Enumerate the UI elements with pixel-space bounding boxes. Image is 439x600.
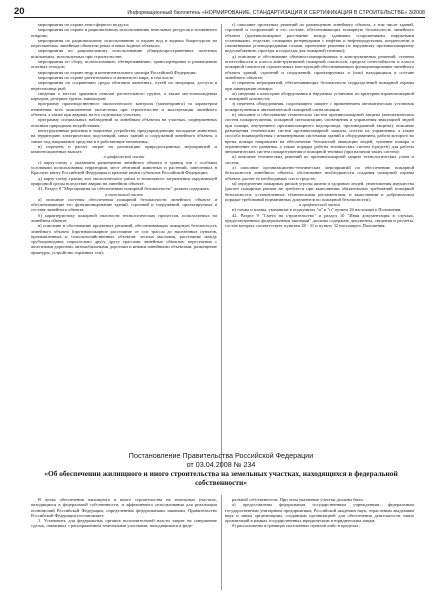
- column-divider: [221, 24, 222, 468]
- paragraph: мероприятия по охране недр и континентального шельфа Российской Федерации;: [38, 69, 197, 75]
- paragraph: мероприятия по охране атмосферного воздуха;: [38, 22, 129, 27]
- paragraph: з) перечень оборудования, подлежащего защите с применением автоматических установок пожаротушения и автоматической пожарной сигнализации;: [225, 101, 414, 112]
- paragraph: в графической части: [299, 202, 340, 208]
- resolution-title: Постановление Правительства Российской Федерации: [128, 451, 314, 460]
- paragraph: к) описание технических решений по противопожарной защите технологических узлов и систем;: [225, 154, 414, 165]
- paragraph: ж) сведения о категории оборудования и наружных установок по критерию взрывопожарной и пожарной опасности;: [225, 90, 414, 102]
- paragraph: б) характеристику пожарной опасности технологических процессов, используемых на линейном объекте;: [31, 212, 217, 223]
- paragraph: 41. Раздел 8 "Мероприятия по обеспечению пожарной безопасности" должен содержать:: [38, 186, 211, 192]
- paragraph: мероприятия по сбору, использованию, обезвреживанию, транспортировке и размещению опасных отходов;: [31, 59, 217, 70]
- paragraph: 42. Раздел 9 "Смета на строительство" и раздел 10 "Иная документация в случаях, предусмотренных федеральными законами" должны содержать документы, сведения и расчеты, состав которых соответствует пунктам 28 - 31 и пункту 32 настоящего Положения.: [225, 212, 414, 229]
- paragraph: г) описание проектных решений по размещению линейного объекта, а том числе зданий, строений и сооружений в его составе, обеспечивающих пожарную безопасность линейного объекта (противопожарное расстояние между зданиями, сооружениями, наружными установками, отдельно стоящими резервуарами с нефтью и нефтепродуктами, конденсатом и сжиженными углеводородными газами, проектные решения по наружному противопожарному водоснабжению, проезды и подъезды для пожарной техники);: [225, 22, 414, 54]
- paragraph: в графической части: [103, 154, 145, 160]
- paragraph: д) описание и обоснование объемно-планировочных и конструктивных решений, степени огнестойкости и класса конструктивной пожарной опасности, предела огнестойкости и класса пожарной опасности строительных конструкций обеспечивающих функционирование линейного объекта зданий, строений и сооружений, проектируемых и (или) находящихся в составе линейного объекта;: [225, 53, 414, 80]
- paragraph: д) карту-схему границ зон экологического риска и возможного загрязнения окружающей природной среды вследствие аварии на линейном объекте.: [31, 175, 217, 186]
- paragraph: программу производственного экологического контроля (мониторинга) за характером изменения всех компонентов экосистемы при строительстве и эксплуатации линейного объекта, а также при авариях на его отдельных участках;: [31, 101, 217, 118]
- bulletin-title: Информационный бюллетень «НОРМИРОВАНИЕ, СТАНДАРТИЗАЦИЯ И СЕРТИФИКАЦИЯ В СТРОИТЕЛЬСТВЕ» 3/2008: [127, 10, 425, 16]
- paragraph: мероприятия по рациональному использованию и охране вод и водных биоресурсов на пересекаемых линейным объектом реках и иных водных объектах;: [31, 37, 217, 49]
- lower-left-column: [31, 497, 217, 593]
- upper-right-column: [225, 22, 414, 471]
- paragraph: мероприятия по охране и рациональному использованию земельных ресурсов и почвенного покрова;: [31, 27, 217, 38]
- paragraph: л) описание организационно-технических мероприятий по обеспечению пожарной безопасности линейного объекта, обоснование необходимости создания пожарной охраны объекта, расчет ее необходимых сил и средств;: [225, 165, 414, 181]
- paragraph: 1. Установить для федеральных органов исполнительной власти запрет на совершение сделок, связанных с распоряжением земельными участками, находящимися в феде-: [31, 518, 217, 529]
- paragraph: и) описание и обоснование технических систем противопожарной защиты (автоматических систем пожаротушения, пожарной сигнализации, оповещения и управления эвакуацией людей при пожаре, внутреннего противопожарного водопровода, противодымной защиты), описание размещения технических систем противопожарной защиты, систем их управления, а также способа взаимодействия с инженерными системами зданий и оборудованием, работа которого во время пожара направлена на обеспечение безопасной эвакуации людей, тушение пожара и ограничение его развития, а также порядка работы технических систем (средств) для работы автоматических систем пожаротушения и пожарной техники (при наличии таких систем);: [225, 112, 414, 155]
- resolution-heading: [36, 452, 406, 487]
- paragraph: сведения о местах хранения отвалов растительного грунта, а также местонахождении карьеров, резервов грунта, кавальеров;: [31, 90, 217, 102]
- paragraph: а) предоставлены федеральным государственным учреждениям, федеральным государственным унитарным предприятиям, Российской академии наук, отраслевым академиям наук и иным организациям, созданным организацией для обеспечения деятельности таких организаций в рамках государственных юридическим и юридическим лицам;: [225, 502, 414, 524]
- paragraph: конструктивные решения и защитные устройства, предупреждающие попадание животных на территорию электрических подстанций, иных зданий и сооружений линейного объекта, а также под напряжение средства и в работающие механизмы;: [31, 127, 217, 144]
- resolution-subtitle: «Об обеспечении жилищного и иного строительства на земельных участках, находящихся в федеральной собственности»: [44, 469, 398, 487]
- page-number: 20: [14, 6, 25, 17]
- paragraph: н) схемы и планы, указанные в подпунктах "и" и "п" пункта 26 настоящего Положения.: [232, 207, 402, 213]
- paragraph: мероприятия по охране растительного и животного мира, в том числе:: [38, 74, 175, 80]
- resolution-date: от 03.04.2008 № 234: [186, 459, 256, 469]
- paragraph: г) карту-схему с указанием размещения линейного объекта и границ зон с особыми условиями использования территории, мест обитаний животных и растений, занесенных в Красную книгу Российской Федерации и красные книги субъектов Российской Федерации;: [31, 159, 217, 176]
- paragraph: а) описание системы обеспечения пожарной безопасности линейного объекта и обеспечивающих его функционирование зданий, строений и сооружений, проектируемых в составе линейного объекта;: [31, 196, 217, 213]
- paragraph: м) определение пожарных рисков угрозы жизни и здоровью людей, уничтожения имущества (расчет пожарных рисков не требуется при выполнении обязательных требований пожарной безопасности, установленных техническими регламентами, и выполнении в добровольном порядке требований нормативных документов по пожарной безопасности);: [225, 180, 414, 202]
- lower-right-column: [225, 497, 414, 593]
- paragraph: б) расположены в границах населенных пунктов либо в пределах:: [232, 523, 360, 529]
- paragraph: в) перечень и расчет затрат на реализацию природоохранных мероприятий и компенсационных выплат;: [31, 143, 217, 155]
- paragraph: в) описание и обоснование проектных решений, обеспечивающих пожарную безопасность линейного объекта (противопожарное расстояние от оси трассы до населенных пунктов, промышленных и сельскохозяйственных объектов, лесных массивов, расстояние между трубопроводами, параллельно другу другу трассами линейных объектов, пересечение с железными дорогами, автомобильными дорогами и иными линейными объектами, размещение арматуры, устройство охранных зон);: [31, 223, 217, 255]
- column-divider-lower: [221, 495, 222, 590]
- paragraph: ральной собственности. При этом указанные участки должны быть:: [232, 497, 364, 502]
- paragraph: мероприятия по рациональному использованию общераспространенных полезных ископаемых, используемых при строительстве;: [31, 48, 217, 59]
- upper-left-column: [31, 22, 217, 471]
- paragraph: в текстовой части: [105, 191, 143, 197]
- paragraph: В целях обеспечения жилищного и иного строительства на земельных участках, находящихся в федеральной собственности, и эффективного использования для реализации полномочий Российской Федерации, определенных федеральными законами, Правительство Российской Федерации постановляет:: [31, 497, 217, 518]
- paragraph: е) перечень мероприятий, обеспечивающих безопасность подразделений пожарной охраны при ликвидации пожара;: [225, 80, 414, 91]
- page-header: [14, 6, 425, 18]
- paragraph: мероприятия по сохранению среды обитания животных, путей их миграции, доступа в нерестилища рыб;: [31, 80, 217, 91]
- paragraph: программу специальных наблюдений за линейным объектом на участках, подверженных опасным природным воздействиям;: [31, 117, 217, 128]
